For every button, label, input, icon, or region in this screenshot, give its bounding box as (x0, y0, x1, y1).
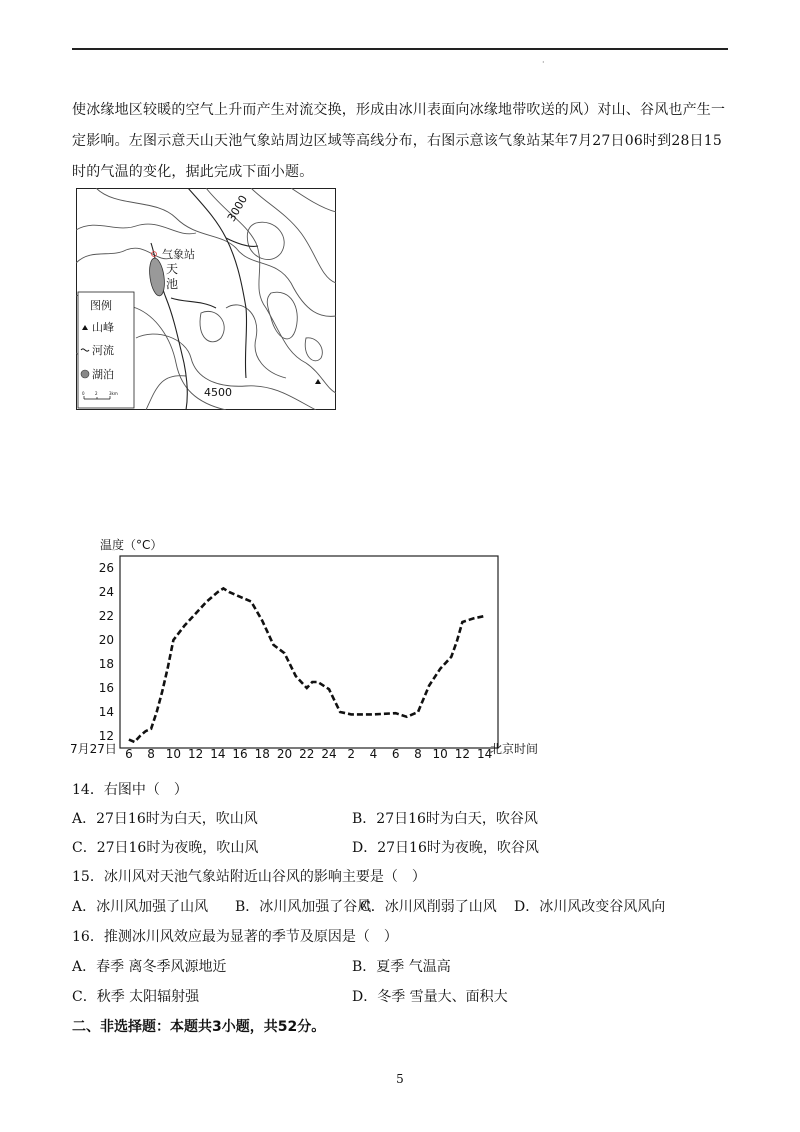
y-tick-label: 18 (98, 657, 114, 671)
q15-stem: 15．冰川风对天池气象站附近山谷风的影响主要是（ ） (72, 869, 426, 885)
y-tick-label: 14 (98, 705, 114, 719)
section-title: 二、非选择题：本题共3小题，共52分。 (72, 1019, 326, 1035)
x-tick-label: 24 (321, 747, 337, 761)
x-tick-label: 14 (477, 747, 493, 761)
page-number: 5 (396, 1072, 404, 1086)
q16-option-a[interactable]: A．春季 离冬季风源地近 (72, 959, 227, 975)
q15-option-c[interactable]: C．冰川风削弱了山风 (360, 899, 497, 915)
x-tick-label: 8 (147, 747, 155, 761)
x-tick-label: 14 (210, 747, 226, 761)
y-tick-group (99, 561, 114, 743)
intro-line-3: 时的气温的变化，据此完成下面小题。 (72, 164, 314, 180)
q15-option-d[interactable]: D．冰川风改变谷风风向 (514, 899, 666, 915)
q14-option-b[interactable]: B．27日16时为白天，吹谷风 (352, 811, 538, 827)
x-tick-label: 6 (125, 747, 133, 761)
temperature-series-line (129, 588, 485, 742)
legend-peak-label: 山峰 (92, 321, 114, 334)
contour-label-3000: 3000 (224, 193, 251, 224)
contour-label-4500: 4500 (204, 386, 232, 399)
station-label: 气象站 (162, 248, 195, 261)
x-tick-label: 22 (299, 747, 315, 761)
x-tick-label: 20 (276, 747, 293, 761)
chart-date-label: 7月27日 (70, 742, 117, 756)
q14-stem: 14．右图中（ ） (72, 782, 188, 798)
intro-line-2: 定影响。左图示意天山天池气象站周边区域等高线分布，右图示意该气象站某年7月27日06时到28日15 (72, 133, 722, 149)
intro-line-1: 使冰缘地区较暖的空气上升而产生对流交换，形成由冰川表面向冰缘地带吹送的风）对山、谷风也产生一 (72, 102, 726, 118)
legend-title: 图例 (90, 299, 112, 312)
x-tick-label: 10 (165, 747, 182, 761)
q14-option-c[interactable]: C．27日16时为夜晚，吹山风 (72, 840, 259, 856)
scale-end: 3km (109, 391, 118, 396)
y-tick-label: 20 (98, 633, 114, 647)
y-tick-label: 22 (98, 609, 114, 623)
legend-lake-label: 湖泊 (92, 368, 114, 381)
x-tick-label: 8 (414, 747, 422, 761)
y-tick-label: 24 (98, 585, 114, 599)
q16-option-d[interactable]: D．冬季 雪量大、面积大 (352, 989, 508, 1005)
x-tick-label: 12 (454, 747, 471, 761)
legend-lake-icon (81, 370, 89, 378)
y-tick-label: 26 (98, 561, 114, 575)
legend-river-label: 河流 (92, 344, 114, 357)
chart-xlabel: 北京时间 (490, 742, 539, 756)
chart-frame (120, 556, 498, 748)
q14-option-d[interactable]: D．27日16时为夜晚，吹谷风 (352, 840, 539, 856)
contour-map (76, 188, 336, 410)
temperature-chart (70, 532, 560, 762)
header-rule (72, 48, 728, 50)
q16-option-c[interactable]: C．秋季 太阳辐射强 (72, 989, 200, 1005)
scale-mid: 2 (95, 391, 98, 396)
x-tick-label: 4 (369, 747, 378, 761)
x-tick-label: 6 (391, 747, 400, 761)
lake-label-1: 天 (166, 262, 179, 276)
lake-label-2: 池 (166, 277, 179, 291)
q16-option-b[interactable]: B．夏季 气温高 (352, 959, 451, 975)
x-tick-label: 18 (254, 747, 270, 761)
x-tick-group (125, 747, 492, 761)
q16-stem: 16．推测冰川风效应最为显著的季节及原因是（ ） (72, 929, 398, 945)
q14-option-a[interactable]: A．27日16时为白天，吹山风 (72, 811, 258, 827)
header-dot: · (542, 58, 545, 67)
x-tick-label: 12 (187, 747, 204, 761)
map-legend (78, 292, 134, 408)
y-tick-label: 12 (98, 729, 114, 743)
scale-zero: 0 (82, 391, 85, 396)
q15-option-b[interactable]: B．冰川风加强了谷风 (235, 899, 372, 915)
q15-option-a[interactable]: A．冰川风加强了山风 (72, 899, 209, 915)
x-tick-label: 16 (232, 747, 248, 761)
chart-ylabel: 温度（°C） (100, 538, 163, 552)
x-tick-label: 10 (432, 747, 448, 761)
y-tick-label: 16 (98, 681, 114, 695)
x-tick-label: 2 (347, 747, 356, 761)
